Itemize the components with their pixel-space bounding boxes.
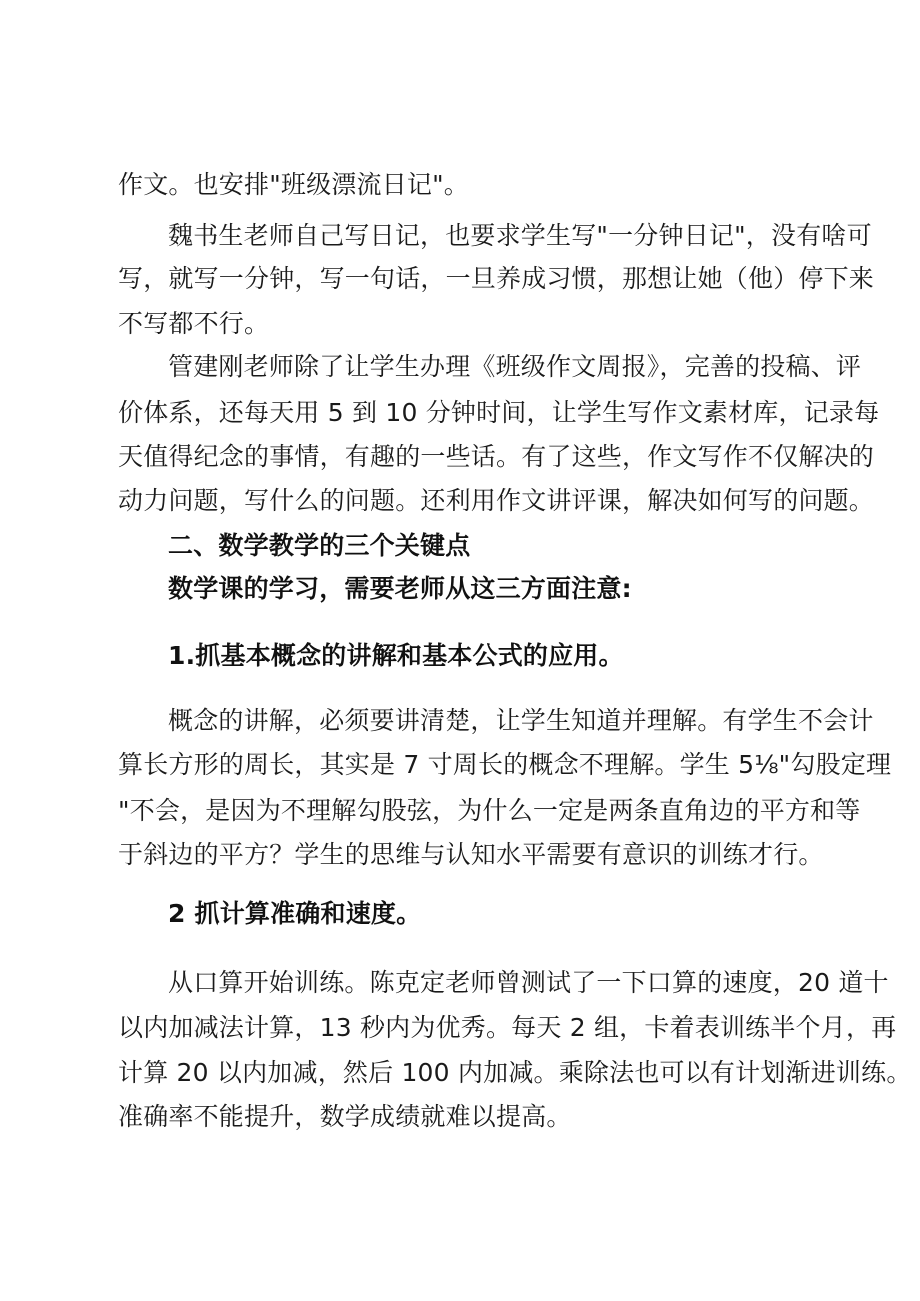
- paragraph-line: 管建刚老师除了让学生办理《班级作文周报》，完善的投稿、评: [168, 352, 862, 381]
- paragraph-line: "不会，是因为不理解勾股弦，为什么一定是两条直角边的平方和等: [118, 796, 861, 825]
- point-2-title: 2 抓计算准确和速度。: [168, 899, 422, 928]
- point-1-title: 1.抓基本概念的讲解和基本公式的应用。: [168, 641, 624, 670]
- paragraph-line: 概念的讲解，必须要讲清楚，让学生知道并理解。有学生不会计: [168, 706, 874, 735]
- paragraph-line: 从口算开始训练。陈克定老师曾测试了一下口算的速度，20 道十: [168, 968, 889, 997]
- paragraph-line: 作文。也安排"班级漂流日记"。: [118, 170, 469, 199]
- section-intro: 数学课的学习，需要老师从这三方面注意:: [168, 574, 632, 603]
- paragraph-line: 准确率不能提升，数学成绩就难以提高。: [118, 1102, 572, 1131]
- paragraph-line: 计算 20 以内加减，然后 100 内加减。乘除法也可以有计划渐进训练。: [118, 1058, 912, 1087]
- paragraph-line: 天值得纪念的事情，有趣的一些话。有了这些，作文写作不仅解决的: [118, 442, 875, 471]
- paragraph-line: 动力问题，写什么的问题。还利用作文讲评课，解决如何写的问题。: [118, 486, 875, 515]
- paragraph-line: 于斜边的平方？学生的思维与认知水平需要有意识的训练才行。: [118, 840, 824, 869]
- paragraph-line: 算长方形的周长，其实是 7 寸周长的概念不理解。学生 5⅛"勾股定理: [118, 750, 892, 779]
- section-heading: 二、数学教学的三个关键点: [168, 531, 471, 560]
- paragraph-line: 写，就写一分钟，写一句话，一旦养成习惯，那想让她（他）停下来: [118, 264, 875, 293]
- paragraph-line: 魏书生老师自己写日记，也要求学生写"一分钟日记"，没有啥可: [168, 221, 872, 250]
- paragraph-line: 价体系，还每天用 5 到 10 分钟时间，让学生写作文素材库，记录每: [118, 398, 880, 427]
- paragraph-line: 不写都不行。: [118, 309, 270, 338]
- paragraph-line: 以内加减法计算，13 秒内为优秀。每天 2 组，卡着表训练半个月，再: [118, 1013, 897, 1042]
